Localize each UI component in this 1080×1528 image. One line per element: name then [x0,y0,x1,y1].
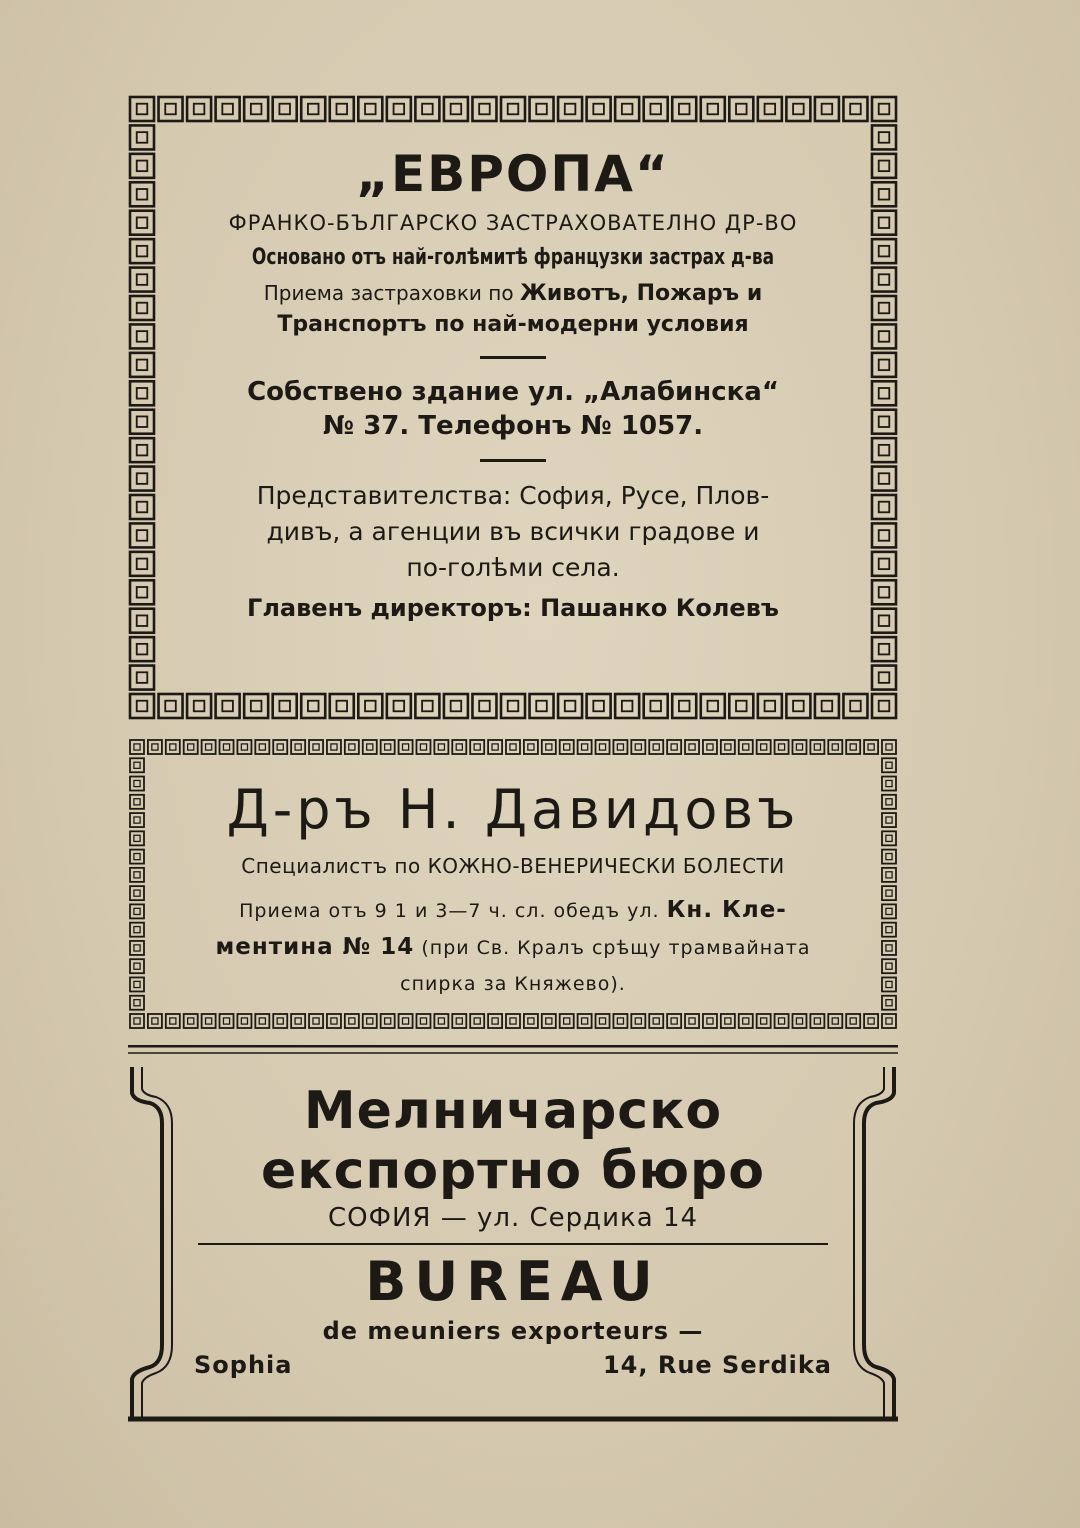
divider [198,1243,828,1245]
hours-stop: спирка за Княжево). [400,973,626,995]
europa-representations [188,478,838,586]
building-line1: Собствено здание ул. „Алабинска“ [247,377,779,407]
doctor-hours [168,892,858,1002]
davidov-advertisement [128,738,898,1030]
europa-title: „ЕВРОПА“ [356,145,670,203]
accepts-prefix: Приема застраховки по [263,281,514,305]
hours-location: (при Св. Кралъ срѣщу трамвайната [421,937,811,959]
mill-line2: експортно бюро [261,1141,765,1201]
mill-address [168,1351,858,1379]
doctor-specialty: Специалистъ по КОЖНО-ВЕНЕРИЧЕСКИ БОЛЕСТИ [241,854,785,878]
addr-left: Sophia [194,1351,293,1379]
europa-director: Главенъ директоръ: Пашанко Колевъ [247,594,779,622]
divider [480,459,546,462]
hours-street: Кн. Кле- [666,897,787,923]
reps-line3: по-голѣми села. [406,553,620,582]
accepts-line2: Транспортъ по най-модерни условия [277,312,749,337]
hours-street-cont: ментина № 14 [215,934,415,960]
reps-line1: Представителства: София, Русе, Плов- [256,481,770,510]
building-line2: № 37. Телефонъ № 1057. [322,411,704,441]
europa-building [188,375,838,443]
addr-right: 14, Rue Serdika [602,1351,832,1379]
europa-founded: Основано отъ най-голѣмитѣ французки застрах д-ва [251,245,775,270]
europa-subtitle: ФРАНКО-БЪЛГАРСКО ЗАСТРАХОВАТЕЛНО ДР-ВО [228,211,798,235]
hours-prefix: Приема отъ 9 1 и 3—7 ч. сл. обедъ ул. [239,900,660,922]
doctor-name: Д-ръ Н. Давидовъ [226,778,800,841]
reps-line2: дивъ, а агенции въ всички градове и [266,517,760,546]
mill-line1: Мелничарско [303,1081,723,1141]
accepts-bold: Животъ, Пожаръ и [519,281,763,306]
mill-bureau: BUREAU [365,1250,661,1313]
mill-french: de meuniers exporteurs — [322,1317,704,1345]
divider [480,356,546,359]
mill-advertisement [128,1045,898,1425]
mill-city: СОФИЯ — ул. Сердика 14 [327,1203,699,1233]
europa-accepts [188,278,838,340]
europa-advertisement [128,95,898,720]
